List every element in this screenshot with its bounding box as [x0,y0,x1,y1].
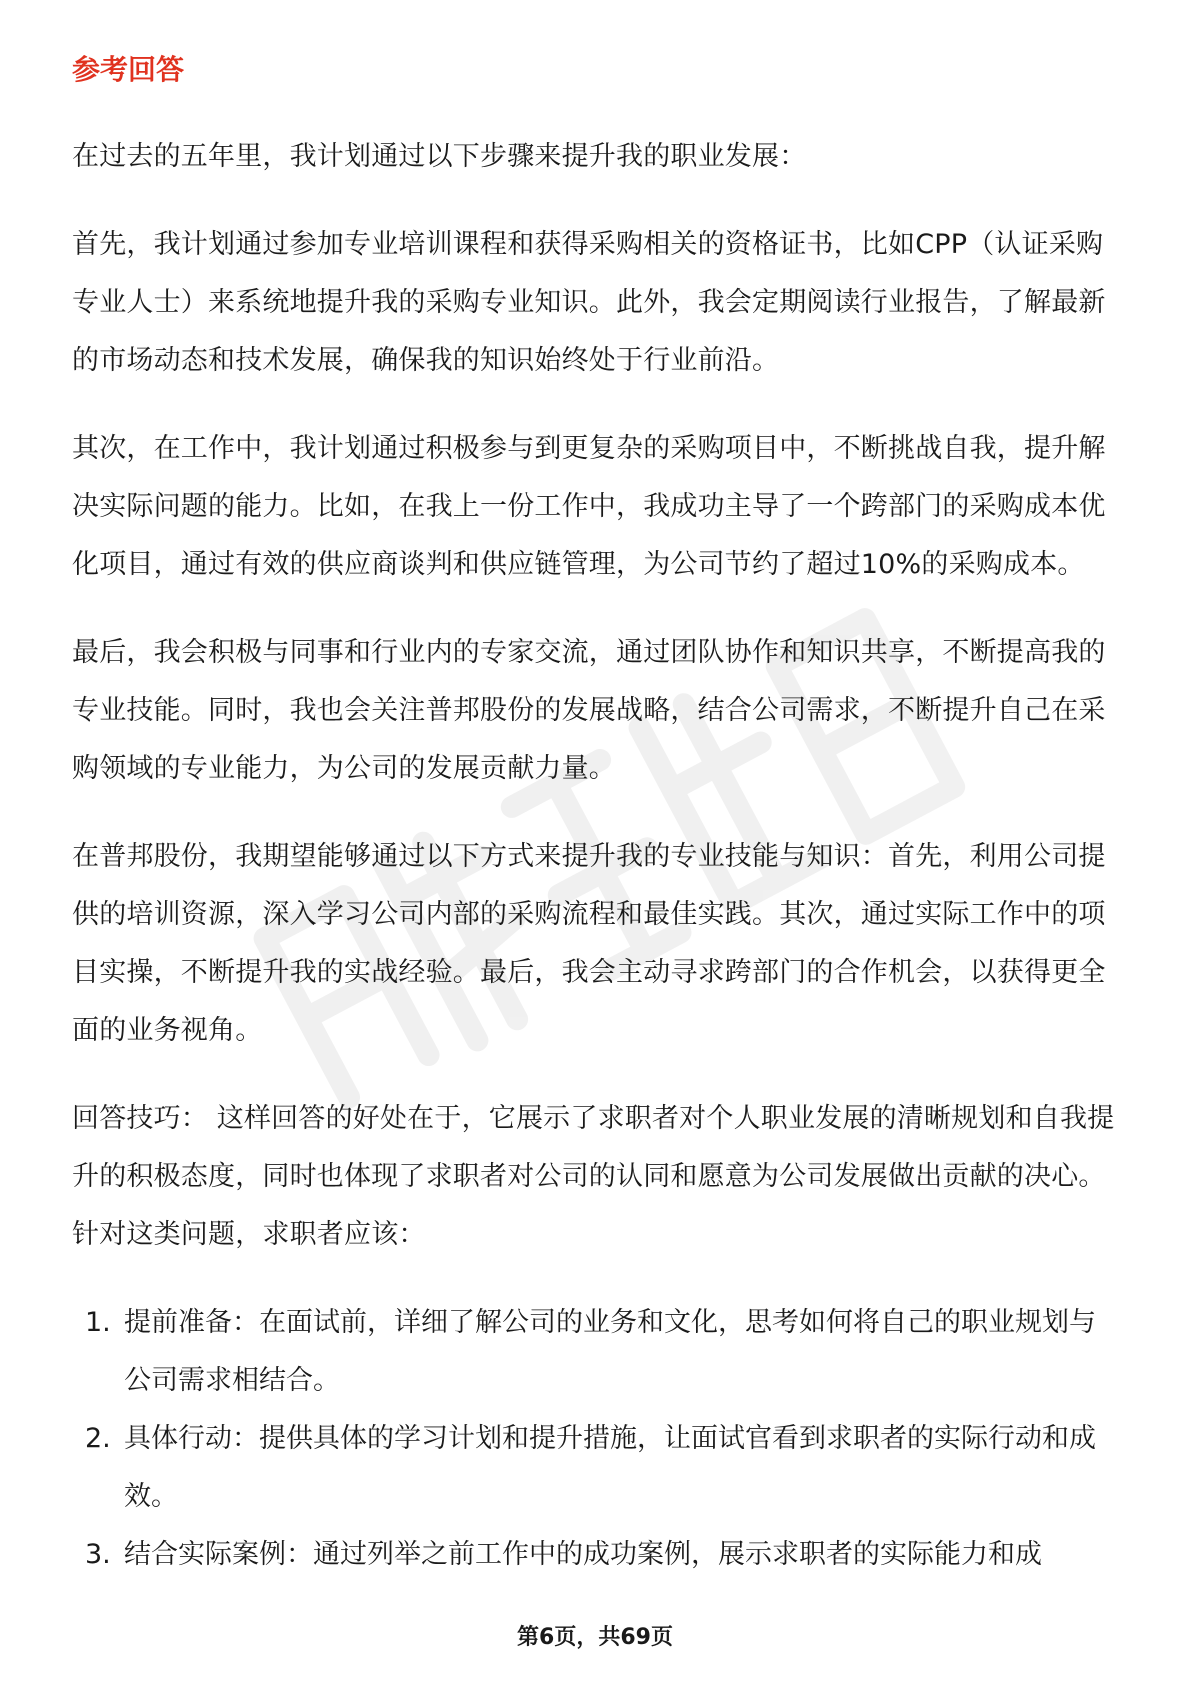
list-item [72,1526,1118,1584]
paragraph-last: 最后，我会积极与同事和行业内的专家交流，通过团队协作和知识共享，不断提高我的专业技能。同时，我也会关注普邦股份的发展战略，结合公司需求，不断提升自己在采购领域的专业能力，为公司的发展贡献力量。 [72,637,1106,784]
list-item-text: 结合实际案例：通过列举之前工作中的成功案例，展示求职者的实际能力和成 [124,1539,1042,1570]
paragraph-tips: 回答技巧： 这样回答的好处在于，它展示了求职者对个人职业发展的清晰规划和自我提升的积极态度，同时也体现了求职者对公司的认同和愿意为公司发展做出贡献的决心。针对这类问题，求职者应该： [72,1103,1115,1250]
page-number-footer: 第6页，共69页 [517,1625,673,1650]
paragraph-first: 首先，我计划通过参加专业培训课程和获得采购相关的资格证书，比如CPP（认证采购专业人士）来系统地提升我的采购专业知识。此外，我会定期阅读行业报告，了解最新的市场动态和技术发展，确保我的知识始终处于行业前沿。 [72,229,1106,376]
section-heading: 参考回答 [72,53,185,86]
list-item-text: 提前准备：在面试前，详细了解公司的业务和文化，思考如何将自己的职业规划与公司需求相结合。 [124,1307,1096,1396]
list-item-number: 3. [85,1539,111,1570]
tips-list [72,1294,1118,1584]
list-item-number: 1. [85,1307,111,1338]
paragraph-company: 在普邦股份，我期望能够通过以下方式来提升我的专业技能与知识：首先，利用公司提供的培训资源，深入学习公司内部的采购流程和最佳实践。其次，通过实际工作中的项目实操，不断提升我的实战经验。最后，我会主动寻求跨部门的合作机会，以获得更全面的业务视角。 [72,841,1106,1046]
paragraph-intro: 在过去的五年里，我计划通过以下步骤来提升我的职业发展： [72,141,807,172]
list-item-number: 2. [85,1423,111,1454]
page-content [72,50,1118,1584]
list-item [72,1294,1118,1410]
paragraph-second: 其次，在工作中，我计划通过积极参与到更复杂的采购项目中，不断挑战自我，提升解决实际问题的能力。比如，在我上一份工作中，我成功主导了一个跨部门的采购成本优化项目，通过有效的供应商谈判和供应链管理，为公司节约了超过10%的采购成本。 [72,433,1106,580]
list-item [72,1410,1118,1526]
list-item-text: 具体行动：提供具体的学习计划和提升措施，让面试官看到求职者的实际行动和成效。 [124,1423,1096,1512]
